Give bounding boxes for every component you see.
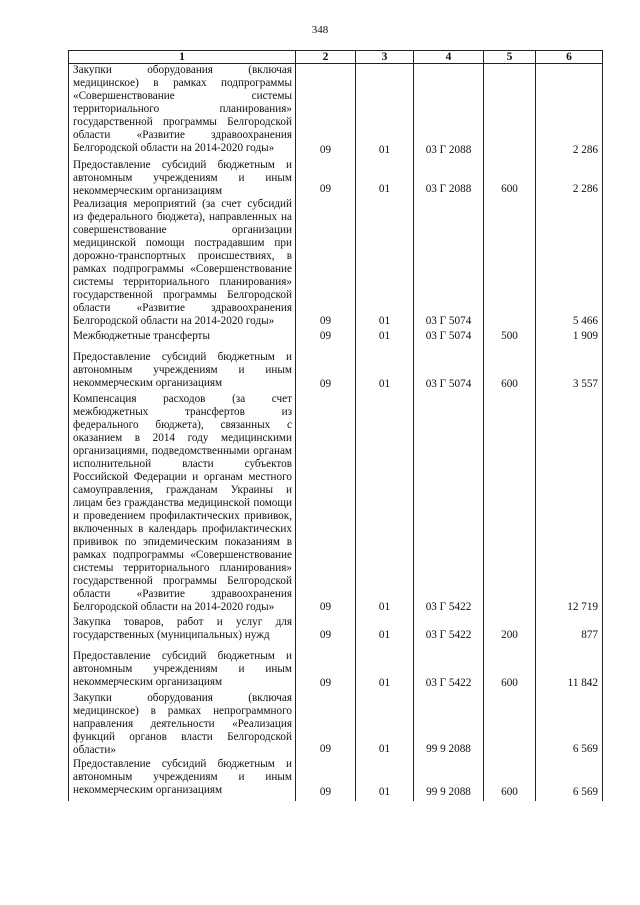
row-target-article: 03 Г 5422	[414, 616, 484, 644]
table-row	[69, 758, 603, 801]
row-target-article: 03 Г 2088	[414, 159, 484, 198]
table-row	[69, 330, 603, 345]
table-row	[69, 616, 603, 644]
row-section: 09	[296, 198, 356, 330]
row-section: 09	[296, 692, 356, 758]
row-amount: 5 466	[536, 198, 603, 330]
table-row	[69, 198, 603, 330]
row-expense-type	[484, 198, 536, 330]
row-target-article: 99 9 2088	[414, 692, 484, 758]
row-amount: 2 286	[536, 159, 603, 198]
table-row	[69, 345, 603, 393]
row-description: Закупки оборудования (включая медицинское) в рамках непрограммного направления деятельности «Реализация функций органов власти Белгородской области»	[69, 692, 296, 758]
row-target-article: 03 Г 5422	[414, 393, 484, 616]
header-col-4: 4	[414, 51, 484, 64]
row-expense-type: 600	[484, 644, 536, 692]
row-subsection: 01	[356, 644, 414, 692]
row-section: 09	[296, 616, 356, 644]
row-subsection: 01	[356, 345, 414, 393]
header-col-6: 6	[536, 51, 603, 64]
row-expense-type: 600	[484, 758, 536, 801]
row-target-article: 03 Г 5074	[414, 345, 484, 393]
row-amount: 12 719	[536, 393, 603, 616]
row-expense-type: 500	[484, 330, 536, 345]
row-expense-type: 600	[484, 345, 536, 393]
row-expense-type: 600	[484, 159, 536, 198]
row-target-article: 03 Г 5074	[414, 198, 484, 330]
row-expense-type: 200	[484, 616, 536, 644]
budget-table	[68, 50, 603, 801]
header-col-2: 2	[296, 51, 356, 64]
row-subsection: 01	[356, 330, 414, 345]
page-number: 348	[311, 24, 329, 36]
row-section: 09	[296, 159, 356, 198]
row-subsection: 01	[356, 758, 414, 801]
table-row	[69, 64, 603, 160]
row-subsection: 01	[356, 393, 414, 616]
row-subsection: 01	[356, 198, 414, 330]
row-subsection: 01	[356, 616, 414, 644]
row-section: 09	[296, 330, 356, 345]
row-target-article: 03 Г 5422	[414, 644, 484, 692]
row-description: Закупка товаров, работ и услуг для государственных (муниципальных) нужд	[69, 616, 296, 644]
row-section: 09	[296, 644, 356, 692]
row-expense-type	[484, 393, 536, 616]
row-section: 09	[296, 393, 356, 616]
row-description: Предоставление субсидий бюджетным и автономным учреждениям и иным некоммерческим организациям	[69, 159, 296, 198]
row-amount: 6 569	[536, 758, 603, 801]
header-row	[69, 51, 603, 64]
row-amount: 3 557	[536, 345, 603, 393]
row-description: Предоставление субсидий бюджетным и автономным учреждениям и иным некоммерческим организациям	[69, 758, 296, 801]
header-col-1: 1	[69, 51, 296, 64]
table-row	[69, 159, 603, 198]
row-description: Межбюджетные трансферты	[69, 330, 296, 345]
row-section: 09	[296, 345, 356, 393]
table-row	[69, 644, 603, 692]
row-amount: 1 909	[536, 330, 603, 345]
header-col-5: 5	[484, 51, 536, 64]
row-description: Реализация мероприятий (за счет субсидий из федерального бюджета), направленных на совершенствование организации медицинской помощи пострадавшим при дорожно-транспортных происшествиях, в рамках подпрограммы «Совершенствование системы территориального планирования» государственной программы Белгородской области «Развитие здравоохранения Белгородской области на 2014-2020 годы»	[69, 198, 296, 330]
row-expense-type	[484, 64, 536, 160]
row-target-article: 99 9 2088	[414, 758, 484, 801]
row-amount: 11 842	[536, 644, 603, 692]
row-section: 09	[296, 64, 356, 160]
row-expense-type	[484, 692, 536, 758]
row-subsection: 01	[356, 64, 414, 160]
row-description: Предоставление субсидий бюджетным и автономным учреждениям и иным некоммерческим организациям	[69, 345, 296, 393]
row-description: Закупки оборудования (включая медицинское) в рамках подпрограммы «Совершенствование системы территориального планирования» государственной программы Белгородской области «Развитие здравоохранения Белгородской области на 2014-2020 годы»	[69, 64, 296, 160]
header-col-3: 3	[356, 51, 414, 64]
row-subsection: 01	[356, 692, 414, 758]
row-description: Предоставление субсидий бюджетным и автономным учреждениям и иным некоммерческим организациям	[69, 644, 296, 692]
row-target-article: 03 Г 2088	[414, 64, 484, 160]
row-section: 09	[296, 758, 356, 801]
row-target-article: 03 Г 5074	[414, 330, 484, 345]
row-amount: 877	[536, 616, 603, 644]
row-amount: 6 569	[536, 692, 603, 758]
row-amount: 2 286	[536, 64, 603, 160]
row-description: Компенсация расходов (за счет межбюджетных трансфертов из федерального бюджета), связанных с оказанием в 2014 году медицинскими организациями, подведомственными органам исполнительной власти субъектов Российской Федерации и органам местного самоуправления, гражданам Украины и лицам без гражданства медицинской помощи и проведением профилактических прививок, включенных в календарь профилактических прививок по эпидемическим показаниям в рамках подпрограммы «Совершенствование системы территориального планирования» государственной программы Белгородской области «Развитие здравоохранения Белгородской области на 2014-2020 годы»	[69, 393, 296, 616]
table-row	[69, 692, 603, 758]
row-subsection: 01	[356, 159, 414, 198]
table-row	[69, 393, 603, 616]
